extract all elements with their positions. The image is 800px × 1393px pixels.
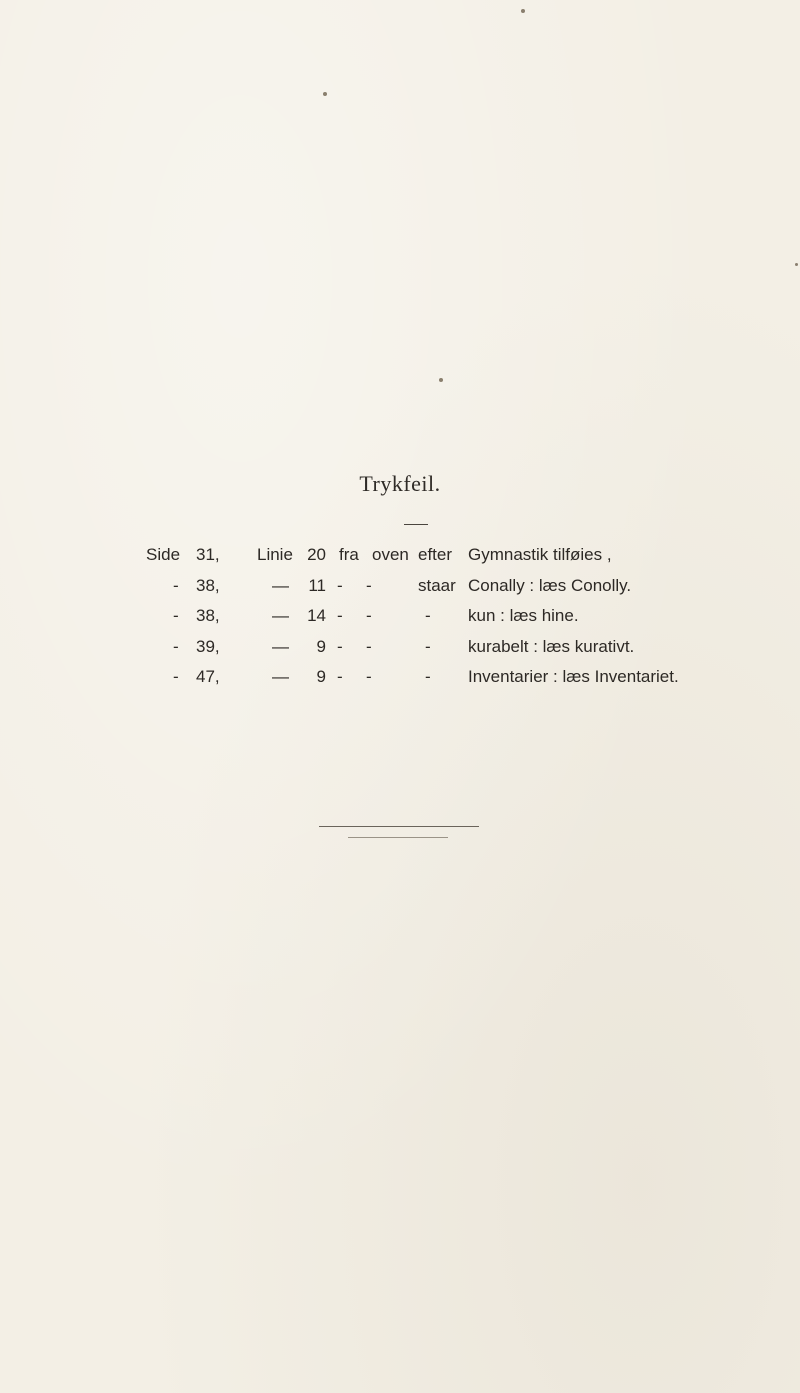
ditto-dash: - (425, 637, 431, 656)
paper-speck (521, 9, 525, 13)
page-title: Trykfeil. (359, 471, 441, 496)
ditto-dash: - (337, 576, 343, 595)
ditto-dash: - (337, 637, 343, 656)
fra-word: fra (339, 545, 359, 564)
side-label: Side (146, 545, 181, 564)
line-number: 9 (316, 637, 326, 656)
errata-row (0, 667, 800, 693)
linie-label: Linie (257, 545, 293, 564)
closing-rule (319, 826, 479, 827)
paper-speck (323, 92, 327, 96)
ditto-dash: - (173, 667, 179, 686)
ditto-dash: - (366, 606, 372, 625)
page-number: 38, (196, 576, 220, 595)
ditto-dash: - (337, 667, 343, 686)
ditto-dash: — (272, 576, 289, 595)
title-rule (404, 524, 428, 525)
ditto-dash: - (425, 667, 431, 686)
correction-text: Gymnastik tilføies , (468, 545, 612, 564)
efter-word: efter (418, 545, 453, 564)
page-number: 38, (196, 606, 220, 625)
line-number: 11 (308, 576, 326, 595)
ditto-dash: - (173, 606, 179, 625)
paper-speck (795, 263, 798, 266)
closing-rule-short (348, 837, 448, 838)
errata-row (0, 545, 800, 571)
correction-text: kun : læs hine. (468, 606, 579, 625)
errata-row (0, 606, 800, 632)
ditto-dash: - (173, 576, 179, 595)
oven-word: oven (372, 545, 409, 564)
line-number: 9 (316, 667, 326, 686)
correction-text: Inventarier : læs Inventariet. (468, 667, 679, 686)
page-number: 31, (196, 545, 220, 564)
errata-row (0, 576, 800, 602)
ditto-dash: — (272, 606, 289, 625)
ditto-dash: — (272, 667, 289, 686)
line-number: 14 (307, 606, 326, 625)
correction-text: Conally : læs Conolly. (468, 576, 632, 595)
ditto-dash: - (425, 606, 431, 625)
ditto-dash: - (366, 576, 372, 595)
ditto-dash: - (366, 667, 372, 686)
correction-text: kurabelt : læs kurativt. (468, 637, 635, 656)
ditto-dash: — (272, 637, 289, 656)
page-number: 47, (196, 667, 220, 686)
paper-speck (439, 378, 443, 382)
page-number: 39, (196, 637, 220, 656)
ditto-dash: - (366, 637, 372, 656)
staar-word: staar (418, 576, 456, 595)
errata-row (0, 637, 800, 663)
ditto-dash: - (173, 637, 179, 656)
ditto-dash: - (337, 606, 343, 625)
line-number: 20 (307, 545, 326, 564)
